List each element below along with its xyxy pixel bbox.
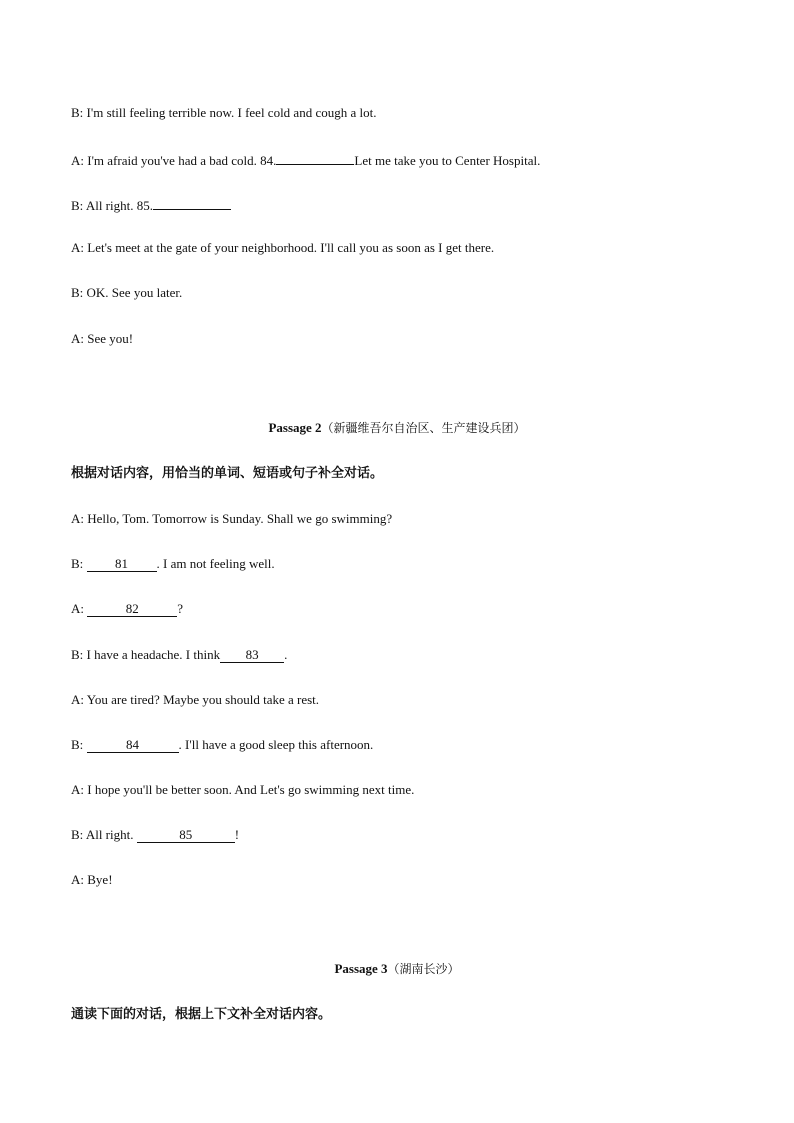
dialogue-line <box>71 692 319 708</box>
dialogue-line <box>71 511 392 527</box>
passage-region: （新疆维吾尔自治区、生产建设兵团） <box>321 421 526 435</box>
dialogue-text: B: All right. <box>71 827 137 842</box>
dialogue-line <box>71 737 373 753</box>
dialogue-text: Let me take you to Center Hospital. <box>354 153 541 168</box>
answer-blank-85[interactable]: 85 <box>137 828 235 843</box>
passage-heading <box>0 420 794 436</box>
dialogue-text: B: I'm still feeling terrible now. I feel cold and cough a lot. <box>71 105 377 120</box>
dialogue-line <box>71 195 231 214</box>
dialogue-line <box>71 872 113 888</box>
dialogue-line <box>71 556 275 572</box>
instruction-text: 根据对话内容，用恰当的单词、短语或句子补全对话。 <box>71 466 384 481</box>
dialogue-text: B: All right. 85. <box>71 198 153 213</box>
dialogue-line <box>71 285 182 301</box>
dialogue-line <box>71 827 239 843</box>
answer-blank-84[interactable]: 84 <box>87 738 179 753</box>
dialogue-text: A: Let's meet at the gate of your neighborhood. I'll call you as soon as I get there. <box>71 240 495 255</box>
dialogue-text: . <box>284 647 288 662</box>
dialogue-text: A: I'm afraid you've had a bad cold. 84. <box>71 153 277 168</box>
passage-title: Passage 3 <box>334 961 388 976</box>
dialogue-text: A: <box>71 601 88 616</box>
dialogue-text: . I'll have a good sleep this afternoon. <box>178 737 374 752</box>
answer-blank-82[interactable]: 82 <box>87 602 177 617</box>
passage-instruction <box>71 466 383 482</box>
dialogue-line <box>71 782 414 798</box>
dialogue-line <box>71 647 287 663</box>
answer-blank-85[interactable] <box>153 195 231 210</box>
passage-heading <box>0 961 794 977</box>
answer-blank-81[interactable]: 81 <box>87 557 157 572</box>
dialogue-text: ! <box>234 827 240 842</box>
dialogue-text: . I am not feeling well. <box>156 556 275 571</box>
dialogue-text: B: OK. See you later. <box>71 285 183 300</box>
dialogue-text: B: <box>71 737 87 752</box>
dialogue-text: A: Hello, Tom. Tomorrow is Sunday. Shall we go swimming? <box>71 511 393 526</box>
dialogue-text: A: Bye! <box>71 872 113 887</box>
passage-instruction <box>71 1007 331 1023</box>
answer-blank-83[interactable]: 83 <box>220 648 284 663</box>
passage-title: Passage 2 <box>268 420 322 435</box>
dialogue-text: ? <box>177 601 184 616</box>
dialogue-text: B: <box>71 556 87 571</box>
dialogue-line <box>71 150 540 169</box>
instruction-text: 通读下面的对话，根据上下文补全对话内容。 <box>71 1007 332 1022</box>
answer-blank-84[interactable] <box>276 150 354 165</box>
dialogue-line <box>71 105 376 121</box>
dialogue-text: B: I have a headache. I think <box>71 647 221 662</box>
dialogue-line <box>71 331 133 347</box>
dialogue-text: A: See you! <box>71 331 134 346</box>
dialogue-text: A: I hope you'll be better soon. And Let's go swimming next time. <box>71 782 415 797</box>
dialogue-line <box>71 601 183 617</box>
dialogue-line <box>71 240 494 256</box>
passage-region: （湖南长沙） <box>387 962 460 976</box>
dialogue-text: A: You are tired? Maybe you should take a rest. <box>71 692 320 707</box>
